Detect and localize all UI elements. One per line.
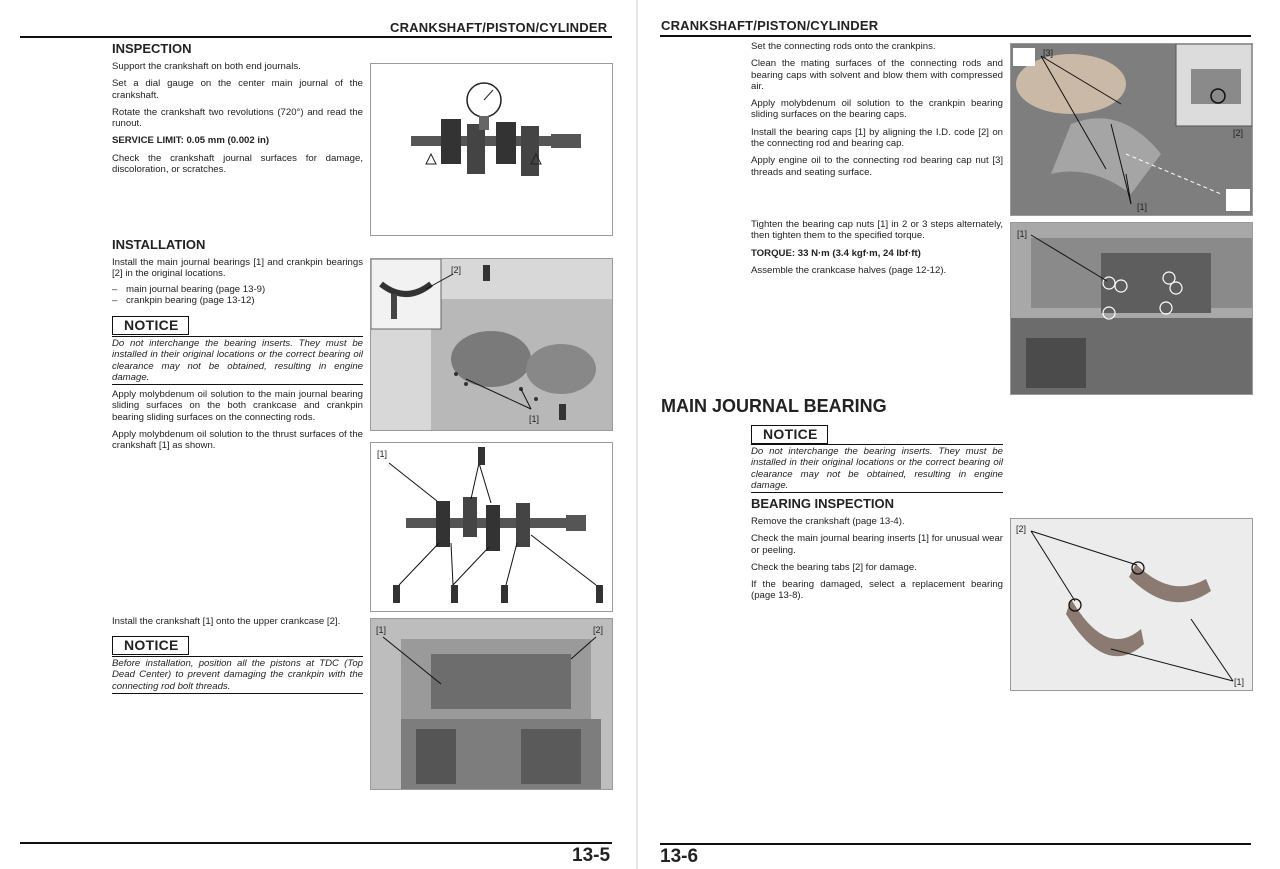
- inspection-heading: INSPECTION: [112, 41, 192, 56]
- notice-text: Before installation, position all the pistons at TDC (Top Dead Center) to prevent damaging the crankpin with the connecting rod bolt threads.: [112, 658, 363, 692]
- notice-rule: [112, 384, 363, 385]
- notice-label: NOTICE: [112, 316, 189, 335]
- assembly-step: Set the connecting rods onto the crankpins.: [751, 41, 936, 52]
- page-gutter: [636, 0, 638, 869]
- figure-runout-check: [370, 63, 613, 236]
- notice-rule: [751, 492, 1003, 493]
- crankcase-photo: [371, 259, 612, 430]
- figure-bearing-inserts: [1010, 518, 1253, 691]
- installation-step: Apply molybdenum oil solution to the thrust surfaces of the crankshaft [1] as shown.: [112, 428, 363, 452]
- notice-content: [112, 658, 363, 692]
- figure-bearing-caps: [1010, 43, 1253, 216]
- assembly-step: Tighten the bearing cap nuts [1] in 2 or 3 steps alternately, then tighten them to the specified torque.: [751, 219, 1003, 242]
- notice-label: NOTICE: [751, 425, 828, 444]
- assembly-step: Assemble the crankcase halves (page 12-12).: [751, 264, 947, 276]
- torque-spec: TORQUE: 33 N·m (3.4 kgf·m, 24 lbf·ft): [751, 247, 921, 259]
- assembly-step: Clean the mating surfaces of the connecting rods and bearing caps with solvent and blow them with compressed air.: [751, 58, 1003, 92]
- notice-box: [112, 636, 189, 655]
- callout-1: [1]: [377, 449, 388, 459]
- page-left: [0, 0, 636, 869]
- figure-crankcase-bearings: [370, 258, 613, 431]
- installation-step: Install the crankshaft [1] onto the upper crankcase [2].: [112, 616, 341, 627]
- running-header: CRANKSHAFT/PISTON/CYLINDER: [390, 20, 608, 35]
- callout-2: [2]: [1233, 128, 1244, 138]
- notice-text: Do not interchange the bearing inserts. They must be installed in their original locations or the correct bearing oil clearance may not be obtained, resulting in engine damage.: [112, 338, 363, 383]
- page-number: 13-5: [572, 845, 611, 866]
- inspection-step: Check the bearing tabs [2] for damage.: [751, 561, 917, 573]
- notice-rule: [112, 336, 363, 337]
- bearing-inspection-text: [751, 516, 1003, 602]
- callout-1: [1]: [529, 414, 540, 424]
- notice-rule: [751, 444, 1003, 445]
- assembly-step: Install the bearing caps [1] by aligning the I.D. code [2] on the connecting rod and bearing cap.: [751, 126, 1003, 150]
- page-right: [640, 0, 1280, 869]
- header-rule: [20, 36, 612, 38]
- section-title: MAIN JOURNAL BEARING: [661, 396, 887, 416]
- assembly-step: Apply engine oil to the connecting rod bearing cap nut [3] threads and seating surface.: [751, 155, 1003, 178]
- notice-box: [751, 425, 828, 444]
- notice-content: [112, 338, 363, 383]
- callout-3: [3]: [1043, 48, 1054, 58]
- callout-1: [1]: [1017, 229, 1028, 239]
- torque-text: [751, 219, 1003, 276]
- running-header: CRANKSHAFT/PISTON/CYLINDER: [661, 18, 879, 33]
- footer-rule: [660, 843, 1251, 845]
- installation-step: Install the main journal bearings [1] and crankpin bearings [2] in the original locations.: [112, 257, 363, 280]
- notice-label: NOTICE: [112, 636, 189, 655]
- bearing-inserts-photo: [1011, 519, 1252, 690]
- inspection-step: Remove the crankshaft (page 13-4).: [751, 516, 905, 527]
- connecting-rod-photo: [1011, 44, 1252, 215]
- crankcase-photo: [371, 619, 612, 789]
- figure-cap-nuts: [1010, 222, 1253, 395]
- bearing-inspection-heading: BEARING INSPECTION: [751, 496, 895, 511]
- callout-1: [1]: [1137, 202, 1148, 212]
- inspection-step: Support the crankshaft on both end journals.: [112, 61, 301, 72]
- installation-heading: INSTALLATION: [112, 237, 206, 252]
- crankshaft-install-text: [112, 616, 363, 627]
- crankcase-photo: [1011, 223, 1252, 394]
- service-limit: SERVICE LIMIT: 0.05 mm (0.002 in): [112, 135, 270, 147]
- bearing-reference-list: [112, 284, 363, 307]
- figure-crankshaft-thrust: [370, 442, 613, 612]
- figure-crankshaft-installed: [370, 618, 613, 790]
- callout-2: [2]: [1016, 524, 1027, 534]
- notice-content: [751, 446, 1003, 491]
- inspection-step: Set a dial gauge on the center main journal of the crankshaft.: [112, 78, 363, 101]
- footer-rule: [20, 842, 612, 844]
- list-item: – crankpin bearing (page 13-12): [112, 295, 363, 306]
- lubrication-text: [112, 389, 363, 451]
- page-number: 13-6: [660, 846, 699, 867]
- inspection-step: Check the crankshaft journal surfaces for damage, discoloration, or scratches.: [112, 152, 363, 176]
- notice-box: [112, 316, 189, 335]
- runout-illustration: [371, 64, 612, 235]
- installation-step: Apply molybdenum oil solution to the main journal bearing sliding surfaces on the both crankcase and crankpin bearing sliding surfaces on the connecting rods.: [112, 389, 363, 423]
- header-rule: [660, 35, 1251, 37]
- installation-text: [112, 257, 363, 306]
- notice-rule: [112, 693, 363, 694]
- notice-rule: [112, 656, 363, 657]
- inspection-step: Check the main journal bearing inserts [1] for unusual wear or peeling.: [751, 533, 1003, 556]
- callout-1: [1]: [376, 625, 387, 635]
- list-item: – main journal bearing (page 13-9): [112, 284, 363, 295]
- crankshaft-illustration: [371, 443, 612, 611]
- inspection-step: If the bearing damaged, select a replacement bearing (page 13-8).: [751, 579, 1003, 602]
- callout-2: [2]: [451, 265, 462, 275]
- notice-text: Do not interchange the bearing inserts. They must be installed in their original locations or the correct bearing oil clearance may not be obtained, resulting in engine damage.: [751, 446, 1003, 491]
- connecting-rod-text: [751, 41, 1003, 178]
- inspection-text: [112, 61, 363, 175]
- assembly-step: Apply molybdenum oil solution to the crankpin bearing sliding surfaces on the bearing caps.: [751, 98, 1003, 121]
- inspection-step: Rotate the crankshaft two revolutions (720°) and read the runout.: [112, 106, 363, 130]
- callout-1: [1]: [1234, 677, 1245, 687]
- callout-2: [2]: [593, 625, 604, 635]
